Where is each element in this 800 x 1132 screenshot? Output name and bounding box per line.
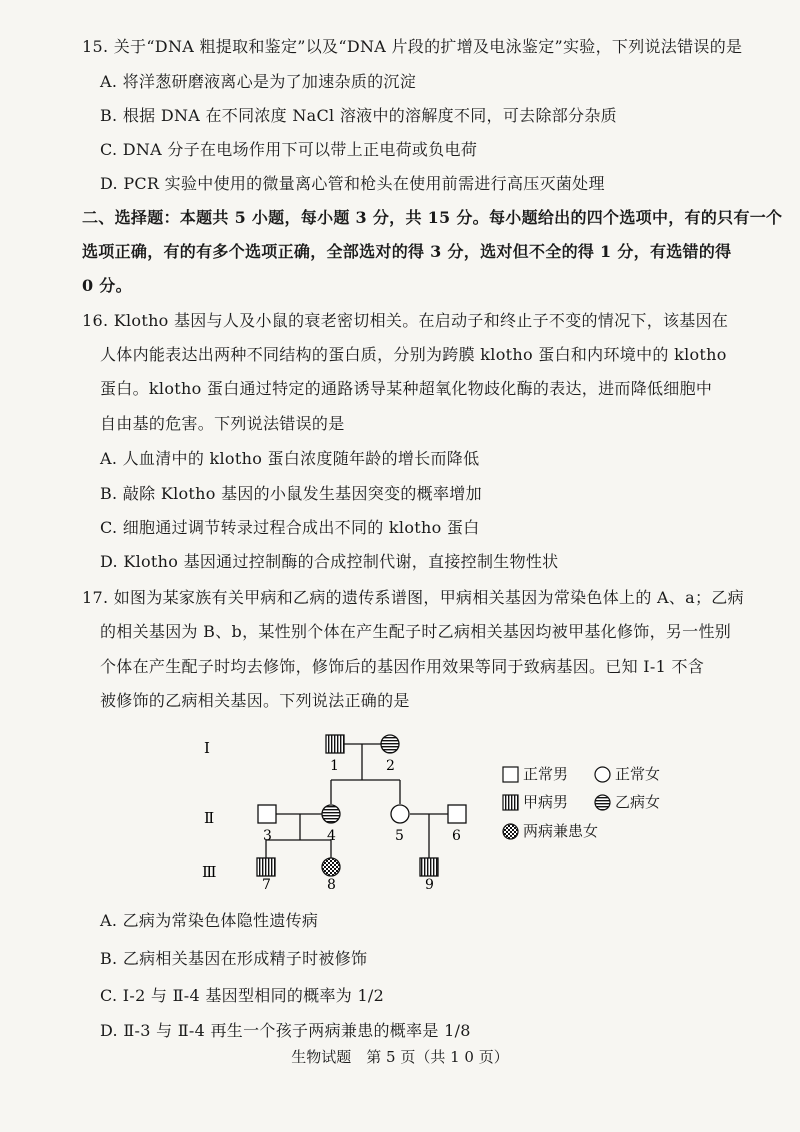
q17-option-d: D. Ⅱ-3 与 Ⅱ-4 再生一个孩子两病兼患的概率是 1/8 [100, 1021, 471, 1040]
individual-I-2-disease-b-female [381, 735, 399, 753]
individual-number-2: 2 [386, 758, 395, 774]
individual-II-4-disease-b-female [322, 805, 340, 823]
legend-disease-b-female [594, 792, 660, 812]
legend-disease-a-male [502, 792, 568, 812]
legend-disease-a-male-label: 甲病男 [523, 793, 569, 811]
legend-both-female [502, 821, 598, 841]
q15-option-b: B. 根据 DNA 在不同浓度 NaCl 溶液中的溶解度不同，可去除部分杂质 [100, 106, 617, 125]
normal-male-symbol-icon [502, 766, 519, 783]
q17-stem-line-1: 17. 如图为某家族有关甲病和乙病的遗传系谱图，甲病相关基因为常染色体上的 A、a；乙病 [82, 588, 744, 607]
disease-b-female-symbol-icon [594, 794, 611, 811]
q16-stem-line-3: 蛋白。klotho 蛋白通过特定的通路诱导某种超氧化物歧化酶的表达，进而降低细胞中 [100, 379, 713, 398]
legend-normal-male [502, 764, 568, 784]
q16-stem-line-1: 16. Klotho 基因与人及小鼠的衰老密切相关。在启动子和终止子不变的情况下，该基因在 [82, 311, 729, 330]
generation-label-1: Ⅰ [204, 739, 210, 757]
individual-I-1-disease-a-male [326, 735, 344, 753]
pedigree-lines [266, 744, 448, 858]
section2-line-3: 0 分。 [82, 276, 132, 295]
q17-option-a: A. 乙病为常染色体隐性遗传病 [100, 911, 319, 930]
q16-option-b: B. 敲除 Klotho 基因的小鼠发生基因突变的概率增加 [100, 484, 482, 503]
individual-III-9-disease-a-male [420, 858, 438, 876]
q15-option-d: D. PCR 实验中使用的微量离心管和枪头在使用前需进行高压灭菌处理 [100, 174, 605, 193]
section2-line-2: 选项正确，有的有多个选项正确，全部选对的得 3 分，选对但不全的得 1 分，有选错的得 [82, 242, 732, 261]
individual-III-8-both-female [322, 858, 340, 876]
pedigree-legend [498, 760, 698, 840]
individual-number-6: 6 [452, 828, 461, 844]
individual-number-4: 4 [327, 828, 336, 844]
generation-label-3: Ⅲ [202, 863, 217, 881]
pedigree-chart [190, 728, 490, 890]
both-diseases-female-symbol-icon [502, 823, 519, 840]
individual-number-8: 8 [327, 877, 336, 890]
q17-stem-line-3: 个体在产生配子时均去修饰，修饰后的基因作用效果等同于致病基因。已知 Ⅰ-1 不含 [100, 657, 705, 676]
q17-option-c: C. Ⅰ-2 与 Ⅱ-4 基因型相同的概率为 1/2 [100, 986, 385, 1005]
section2-line-1: 二、选择题：本题共 5 小题，每小题 3 分，共 15 分。每小题给出的四个选项中，有的只有一个 [82, 208, 783, 227]
q15-stem: 15. 关于“DNA 粗提取和鉴定”以及“DNA 片段的扩增及电泳鉴定”实验，下列说法错误的是 [82, 37, 743, 56]
q17-stem-line-2: 的相关基因为 B、b，某性别个体在产生配子时乙病相关基因均被甲基化修饰，另一性别 [100, 622, 732, 641]
individual-III-7-disease-a-male [257, 858, 275, 876]
page-footer: 生物试题 第 5 页（共 1 0 页） [291, 1048, 509, 1066]
legend-normal-male-label: 正常男 [523, 765, 569, 783]
legend-both-female-label: 两病兼患女 [523, 822, 599, 840]
individual-number-9: 9 [425, 877, 434, 890]
q16-stem-line-2: 人体内能表达出两种不同结构的蛋白质，分别为跨膜 klotho 蛋白和内环境中的 klotho [100, 345, 727, 364]
q15-option-c: C. DNA 分子在电场作用下可以带上正电荷或负电荷 [100, 140, 478, 159]
individual-number-1: 1 [330, 758, 339, 774]
individual-II-5-normal-female [391, 805, 409, 823]
q17-stem-line-4: 被修饰的乙病相关基因。下列说法正确的是 [100, 691, 410, 710]
q15-option-a: A. 将洋葱研磨液离心是为了加速杂质的沉淀 [100, 72, 417, 91]
normal-female-symbol-icon [594, 766, 611, 783]
disease-a-male-symbol-icon [502, 794, 519, 811]
q16-option-c: C. 细胞通过调节转录过程合成出不同的 klotho 蛋白 [100, 518, 480, 537]
individual-number-3: 3 [263, 828, 272, 844]
individual-II-3-normal-male [258, 805, 276, 823]
individual-II-6-normal-male [448, 805, 466, 823]
individual-number-5: 5 [395, 828, 404, 844]
q16-stem-line-4: 自由基的危害。下列说法错误的是 [100, 414, 345, 433]
generation-label-2: Ⅱ [204, 809, 215, 827]
individual-number-7: 7 [262, 877, 271, 890]
q17-option-b: B. 乙病相关基因在形成精子时被修饰 [100, 949, 368, 968]
legend-normal-female-label: 正常女 [615, 765, 661, 783]
q16-option-d: D. Klotho 基因通过控制酶的合成控制代谢，直接控制生物性状 [100, 552, 559, 571]
q16-option-a: A. 人血清中的 klotho 蛋白浓度随年龄的增长而降低 [100, 449, 480, 468]
legend-disease-b-female-label: 乙病女 [615, 793, 661, 811]
legend-normal-female [594, 764, 660, 784]
